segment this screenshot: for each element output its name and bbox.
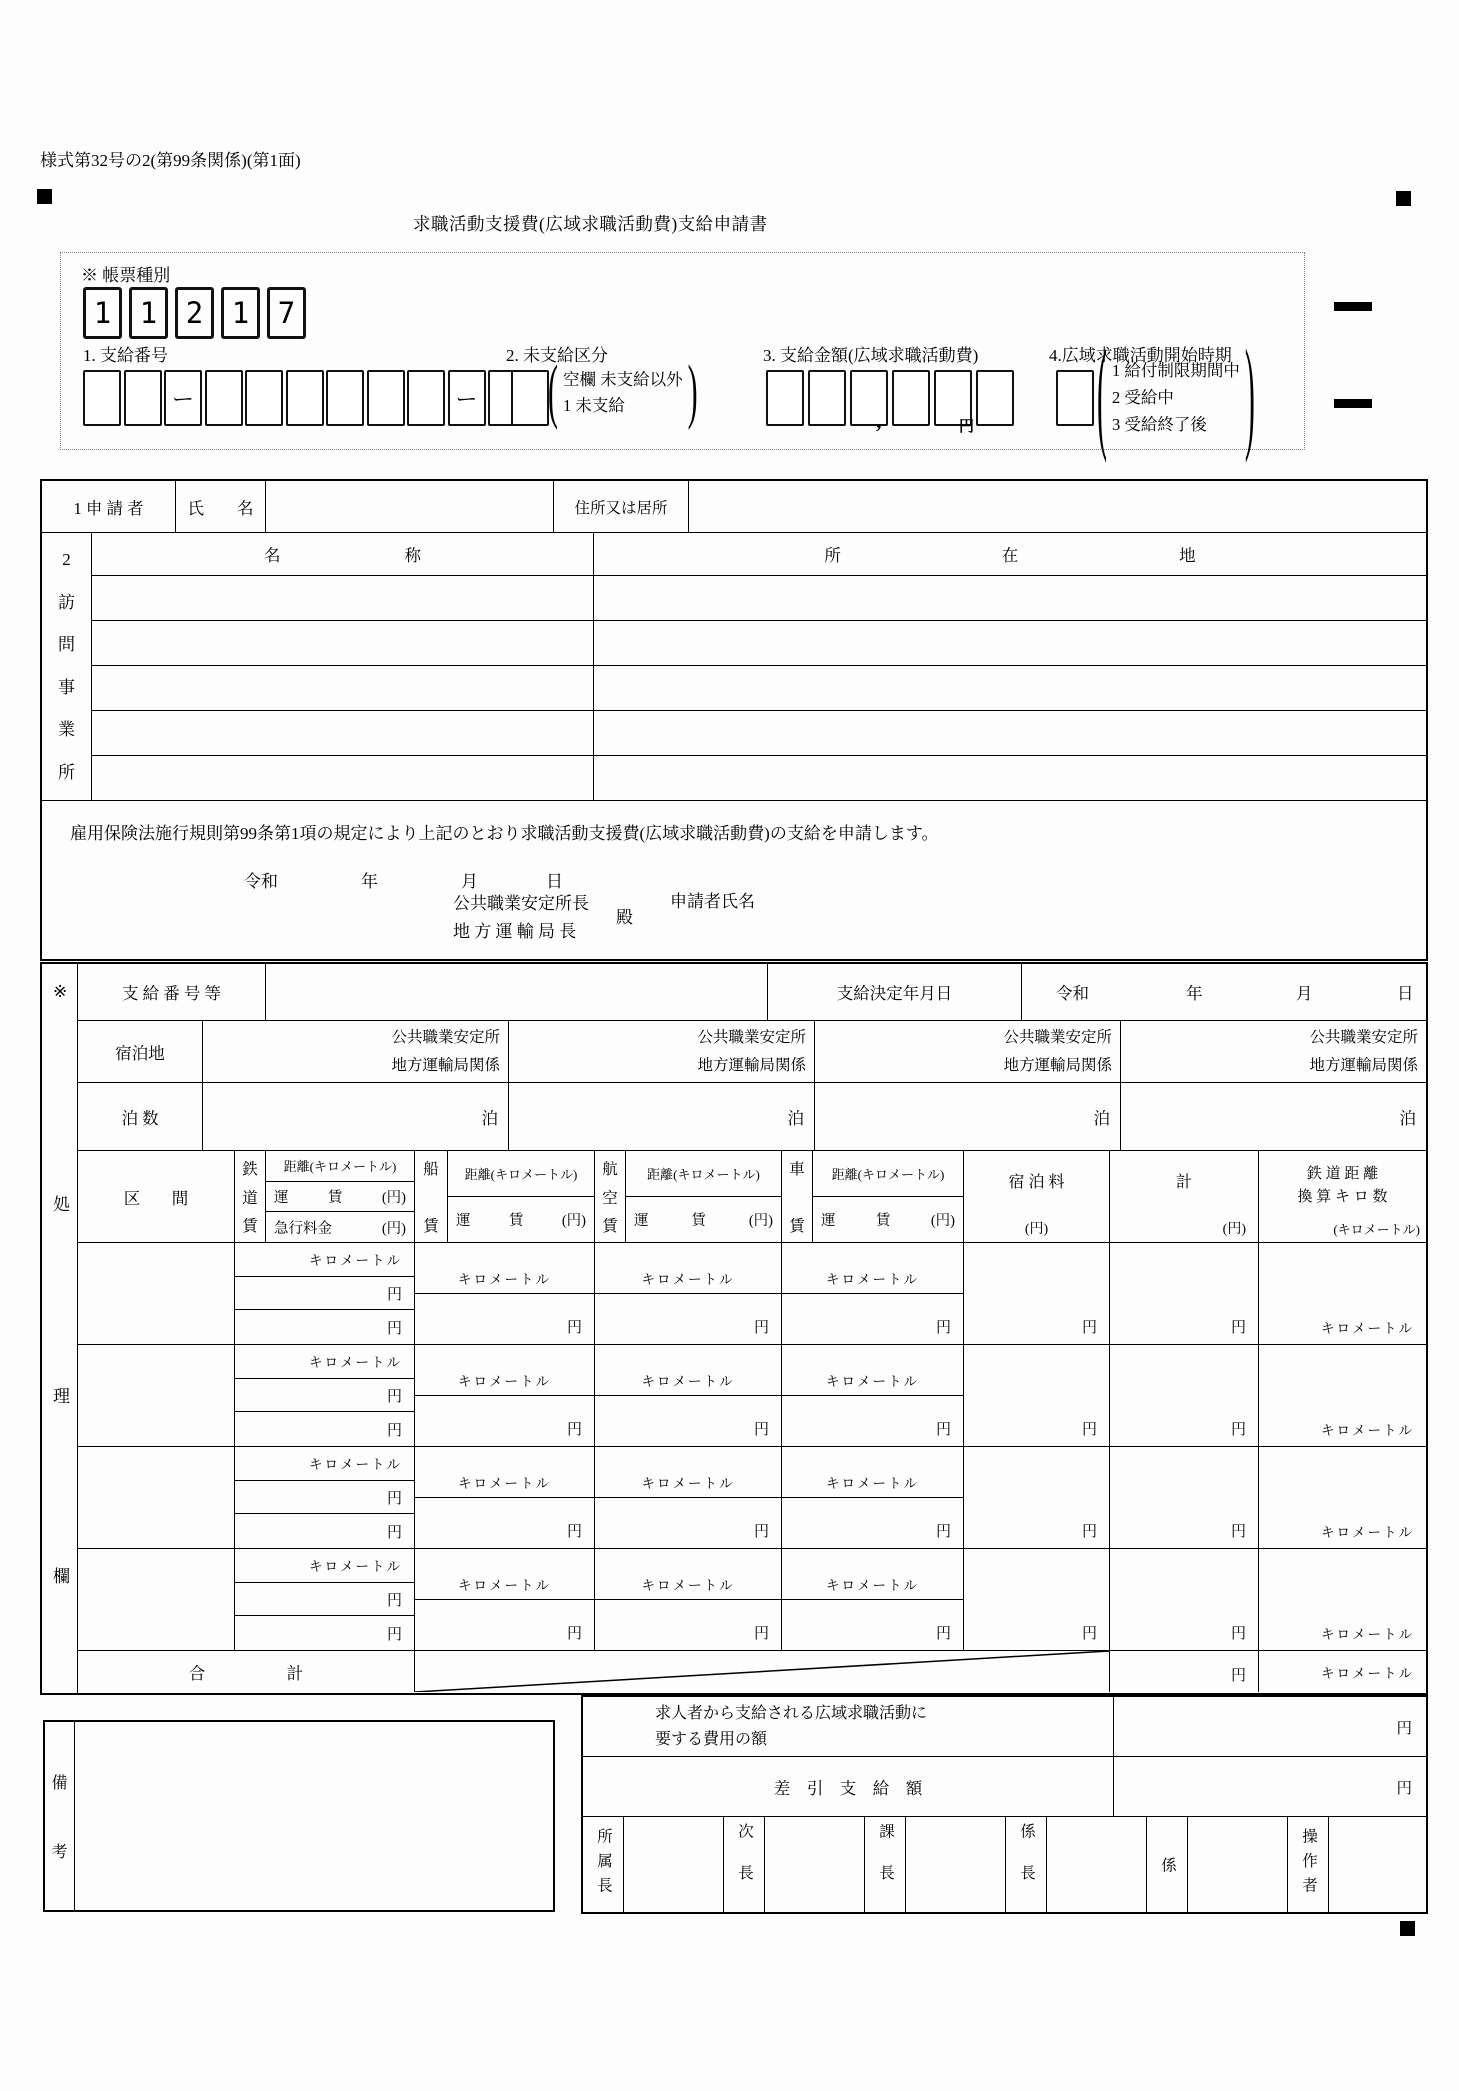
office-row	[92, 666, 1426, 711]
start-period-box[interactable]	[1056, 370, 1094, 426]
sheet-type-label: ※ 帳票種別	[81, 266, 171, 285]
fare-data-row	[78, 1243, 1426, 1345]
car-fare-vertical-label: 車 賃	[782, 1151, 813, 1242]
office-row	[92, 711, 1426, 756]
conversion-km-cell[interactable]: キロメートル	[1321, 1525, 1414, 1540]
office-address-header: 所 在 地	[824, 546, 1196, 565]
ship-header-stack	[448, 1151, 595, 1242]
year-label: 年	[1186, 984, 1203, 1003]
car-cell[interactable]: キロメートル 円	[782, 1549, 964, 1650]
remarks-vertical-label: 備 考	[45, 1722, 75, 1910]
nights-row	[78, 1083, 1426, 1151]
settlement-block	[581, 1695, 1428, 1914]
office-row	[92, 576, 1426, 621]
unpaid-class-note	[548, 351, 698, 431]
lodging-place-cell[interactable]: 公共職業安定所 地方運輸局関係	[815, 1021, 1121, 1082]
applicant-table	[40, 479, 1428, 961]
rail-fare-vertical-label: 鉄 道 賃	[235, 1151, 266, 1242]
sheet-type-digit-boxes	[83, 287, 313, 339]
visited-offices-section	[42, 533, 1426, 801]
unpaid-class-box[interactable]	[511, 370, 549, 426]
close-paren: )	[1244, 326, 1255, 466]
lodging-fee-cell[interactable]: 円	[964, 1345, 1110, 1446]
office-address-cell[interactable]	[594, 756, 1426, 800]
section-cell[interactable]	[78, 1447, 235, 1548]
visited-offices-vertical-label: 2 訪 問 事 業 所	[42, 533, 92, 800]
month-label: 月	[1296, 984, 1313, 1003]
diagonal-line	[415, 1651, 1109, 1692]
name-field[interactable]	[266, 481, 554, 532]
lodging-place-cell[interactable]: 公共職業安定所 地方運輸局関係	[203, 1021, 509, 1082]
month-label: 月	[461, 872, 478, 891]
total-cell[interactable]: 円	[1110, 1345, 1259, 1446]
fare-header: 運 賃 (円)	[456, 1213, 586, 1229]
payment-number-box[interactable]	[83, 370, 121, 426]
air-cell[interactable]: キロメートル 円	[595, 1549, 782, 1650]
lodging-fee-cell[interactable]: 円	[964, 1447, 1110, 1548]
nights-cell[interactable]: 泊	[509, 1083, 815, 1150]
office-name-header: 名 称	[92, 533, 594, 575]
payment-number-box[interactable]	[326, 370, 364, 426]
employer-cost-row	[583, 1697, 1426, 1757]
section-cell[interactable]	[78, 1345, 235, 1446]
fare-header: 運 賃 (円)	[634, 1213, 773, 1229]
grand-total-yen-cell[interactable]: 円	[1110, 1651, 1259, 1692]
remarks-box	[43, 1720, 555, 1912]
approval-stamp-cell[interactable]	[624, 1817, 724, 1912]
office-name-cell[interactable]	[92, 621, 594, 665]
fare-header-row	[78, 1151, 1426, 1243]
approver-label-operator: 操作者	[1288, 1817, 1329, 1912]
approval-stamp-cell[interactable]	[1047, 1817, 1147, 1912]
approval-stamp-cell[interactable]	[1188, 1817, 1288, 1912]
nights-cell[interactable]: 泊	[1399, 1108, 1416, 1128]
fare-data-row	[78, 1447, 1426, 1549]
nights-cell[interactable]: 泊	[815, 1083, 1121, 1150]
express-header: 急行料金 (円)	[274, 1220, 406, 1237]
grand-total-label: 合 計	[78, 1651, 415, 1692]
total-cell[interactable]: 円	[1110, 1243, 1259, 1344]
era-label: 令和	[1056, 984, 1089, 1003]
office-row	[92, 621, 1426, 666]
open-paren: (	[1097, 326, 1107, 466]
digit-box[interactable]: 1	[221, 287, 260, 339]
approval-stamp-cell[interactable]	[765, 1817, 865, 1912]
day-label: 日	[546, 872, 563, 891]
machine-header-box	[60, 252, 1305, 466]
rail-header-stack	[266, 1151, 415, 1242]
grand-total-row	[78, 1651, 1426, 1692]
car-cell[interactable]: キロメートル 円	[782, 1447, 964, 1548]
office-address-cell[interactable]	[594, 621, 1426, 665]
form-number: 様式第32号の2(第99条関係)(第1面)	[40, 151, 301, 170]
ship-cell[interactable]: キロメートル 円	[415, 1447, 595, 1548]
fare-header: 運 賃 (円)	[266, 1182, 414, 1213]
lodging-place-cell[interactable]: 公共職業安定所 地方運輸局関係	[1309, 1028, 1418, 1074]
official-use-mark: ※	[53, 982, 68, 1001]
payment-number-box-dash: ー	[164, 370, 202, 426]
grand-total-diagonal	[415, 1651, 1110, 1692]
car-header-stack	[813, 1151, 964, 1242]
net-payment-amount-cell[interactable]: 円	[1396, 1779, 1412, 1797]
processing-table	[40, 962, 1428, 1695]
timing-mark-1	[1334, 302, 1372, 311]
approver-label-kakari: 係	[1147, 1817, 1188, 1912]
decision-row	[78, 964, 1426, 1021]
office-address-cell[interactable]	[594, 666, 1426, 710]
amount-label: 3. 支給金額(広域求職活動費)	[763, 346, 979, 365]
open-paren: (	[548, 351, 558, 431]
payment-number-box[interactable]	[407, 370, 445, 426]
air-fare-vertical-label: 航 空 賃	[595, 1151, 626, 1242]
payment-number-boxes	[83, 370, 526, 426]
fare-data-row	[78, 1345, 1426, 1447]
decision-date-field[interactable]	[1022, 964, 1426, 1020]
rail-cell[interactable]: キロメートル 円 円	[235, 1243, 415, 1344]
start-period-label: 4.広域求職活動開始時期	[1049, 346, 1232, 365]
air-cell[interactable]: キロメートル 円	[595, 1447, 782, 1548]
total-cell[interactable]: 円	[1110, 1447, 1259, 1548]
amount-box[interactable]	[892, 370, 930, 426]
amount-box[interactable]	[850, 370, 888, 426]
lodging-place-row	[78, 1021, 1426, 1083]
period-option-3: 3 受給終了後	[1112, 415, 1207, 435]
office-name-cell[interactable]	[92, 756, 594, 800]
address-label: 住所又は居所	[554, 481, 689, 532]
rail-cell[interactable]: キロメートル 円 円	[235, 1447, 415, 1548]
period-option-1: 1 給付制限期間中	[1112, 361, 1240, 380]
rail-cell[interactable]: キロメートル 円 円	[235, 1345, 415, 1446]
payment-number-eq-label: 支 給 番 号 等	[78, 964, 266, 1020]
address-field[interactable]	[689, 481, 1426, 532]
nights-label: 泊 数	[78, 1083, 203, 1150]
close-paren: )	[687, 351, 698, 431]
digit-box[interactable]: 1	[129, 287, 168, 339]
payment-number-box-dash: ー	[448, 370, 486, 426]
approval-stamp-cell[interactable]	[1329, 1817, 1426, 1912]
addressee-line1: 公共職業安定所長	[453, 894, 589, 913]
amount-boxes	[766, 370, 1014, 426]
applicant-label: 1 申 請 者	[42, 481, 176, 532]
rail-cell[interactable]: キロメートル 円 円	[235, 1549, 415, 1650]
grand-total-km-cell[interactable]: キロメートル	[1321, 1665, 1414, 1681]
offices-header-row	[92, 533, 1426, 576]
page-title: 求職活動支援費(広域求職活動費)支給申請書	[413, 214, 768, 234]
amount-yen-unit: 円	[959, 419, 975, 435]
conversion-km-cell[interactable]: キロメートル	[1321, 1321, 1414, 1336]
approver-label-jicho: 次長	[724, 1817, 765, 1912]
ship-cell[interactable]: キロメートル 円	[415, 1549, 595, 1650]
payment-number-box[interactable]	[205, 370, 243, 426]
digit-box[interactable]: 1	[83, 287, 122, 339]
registration-mark-top-right	[1396, 191, 1411, 206]
net-payment-label: 差 引 支 給 額	[583, 1757, 1114, 1816]
section-header: 区 間	[78, 1151, 235, 1242]
lodging-fee-cell[interactable]: 円	[964, 1549, 1110, 1650]
name-label: 氏 名	[176, 481, 266, 532]
section-cell[interactable]	[78, 1243, 235, 1344]
payment-number-box[interactable]	[245, 370, 283, 426]
amount-comma: ,	[876, 408, 882, 433]
processing-column-label: ※ 処 理 欄	[42, 964, 78, 1693]
addressee-line2: 地 方 運 輸 局 長	[453, 922, 577, 941]
amount-box[interactable]	[976, 370, 1014, 426]
approver-label-kacho: 課長	[865, 1817, 906, 1912]
air-cell[interactable]: キロメートル 円	[595, 1345, 782, 1446]
total-header: 計 (円)	[1110, 1151, 1259, 1242]
lodging-place-label: 宿泊地	[78, 1021, 203, 1082]
payment-number-eq-field[interactable]	[266, 964, 768, 1020]
unpaid-class-label: 2. 未支給区分	[506, 346, 608, 365]
conversion-km-cell[interactable]: キロメートル	[1321, 1423, 1414, 1438]
office-name-cell[interactable]	[92, 711, 594, 755]
declaration-text: 雇用保険法施行規則第99条第1項の規定により上記のとおり求職活動支援費(広域求職活動費)の支給を申請します。	[70, 824, 939, 843]
office-row	[92, 756, 1426, 800]
digit-box[interactable]: 7	[267, 287, 306, 339]
applicant-row	[42, 481, 1426, 533]
approver-label-kakaricho: 係長	[1006, 1817, 1047, 1912]
day-label: 日	[1397, 984, 1414, 1003]
rail-distance-conversion-header: 鉄 道 距 離 換 算 キ ロ 数 (キロメートル)	[1297, 1166, 1420, 1237]
registration-mark-bottom-right	[1400, 1921, 1415, 1936]
office-address-cell[interactable]	[594, 711, 1426, 755]
payment-number-box[interactable]	[367, 370, 405, 426]
period-option-2: 2 受給中	[1112, 388, 1174, 408]
distance-header: 距離(キロメートル)	[813, 1151, 963, 1197]
section-cell[interactable]	[78, 1549, 235, 1650]
applicant-signature-field[interactable]	[812, 887, 1212, 917]
decision-date-label: 支給決定年月日	[768, 964, 1022, 1020]
dono-label: 殿	[616, 908, 633, 927]
air-cell[interactable]: キロメートル 円	[595, 1243, 782, 1344]
payment-number-box[interactable]	[124, 370, 162, 426]
ship-cell[interactable]: キロメートル 円	[415, 1243, 595, 1344]
remarks-field[interactable]	[75, 1722, 553, 1910]
car-cell[interactable]: キロメートル 円	[782, 1243, 964, 1344]
applicant-signature-label: 申請者氏名	[670, 892, 755, 911]
section-number: 2	[62, 550, 71, 570]
employer-cost-label: 求人者から支給される広域求職活動に 要する費用の額	[583, 1697, 1114, 1756]
year-label: 年	[361, 872, 378, 891]
amount-box[interactable]	[766, 370, 804, 426]
net-payment-row	[583, 1757, 1426, 1817]
lodging-fee-cell[interactable]: 円	[964, 1243, 1110, 1344]
approval-stamp-cell[interactable]	[906, 1817, 1006, 1912]
fare-header: 運 賃 (円)	[821, 1213, 955, 1229]
office-address-cell[interactable]	[594, 576, 1426, 620]
nights-cell[interactable]: 泊	[203, 1083, 509, 1150]
ship-fare-vertical-label: 船 賃	[415, 1151, 448, 1242]
car-cell[interactable]: キロメートル 円	[782, 1345, 964, 1446]
unpaid-note-line1: 空欄 未支給以外	[563, 370, 683, 389]
unpaid-note-line2: 1 未支給	[563, 395, 625, 415]
employer-cost-amount-cell[interactable]: 円	[1396, 1719, 1412, 1737]
declaration-block	[42, 801, 1426, 959]
payment-number-box[interactable]	[286, 370, 324, 426]
fare-data-row	[78, 1549, 1426, 1651]
lodging-fee-header: 宿 泊 料 (円)	[964, 1151, 1110, 1242]
distance-header: 距離(キロメートル)	[448, 1151, 594, 1197]
amount-box[interactable]	[808, 370, 846, 426]
registration-mark-top-left	[37, 189, 52, 204]
timing-mark-2	[1334, 399, 1372, 408]
era-label: 令和	[244, 872, 278, 891]
conversion-km-cell[interactable]: キロメートル	[1321, 1627, 1414, 1642]
total-cell[interactable]: 円	[1110, 1549, 1259, 1650]
office-name-cell[interactable]	[92, 576, 594, 620]
approval-row	[583, 1817, 1426, 1912]
distance-header: 距離(キロメートル)	[266, 1151, 414, 1182]
air-header-stack	[626, 1151, 782, 1242]
ship-cell[interactable]: キロメートル 円	[415, 1345, 595, 1446]
payment-number-label: 1. 支給番号	[83, 346, 168, 365]
distance-header: 距離(キロメートル)	[626, 1151, 781, 1197]
approver-label-shozokucho: 所属長	[583, 1817, 624, 1912]
office-name-cell[interactable]	[92, 666, 594, 710]
lodging-place-cell[interactable]: 公共職業安定所 地方運輸局関係	[509, 1021, 815, 1082]
digit-box[interactable]: 2	[175, 287, 214, 339]
